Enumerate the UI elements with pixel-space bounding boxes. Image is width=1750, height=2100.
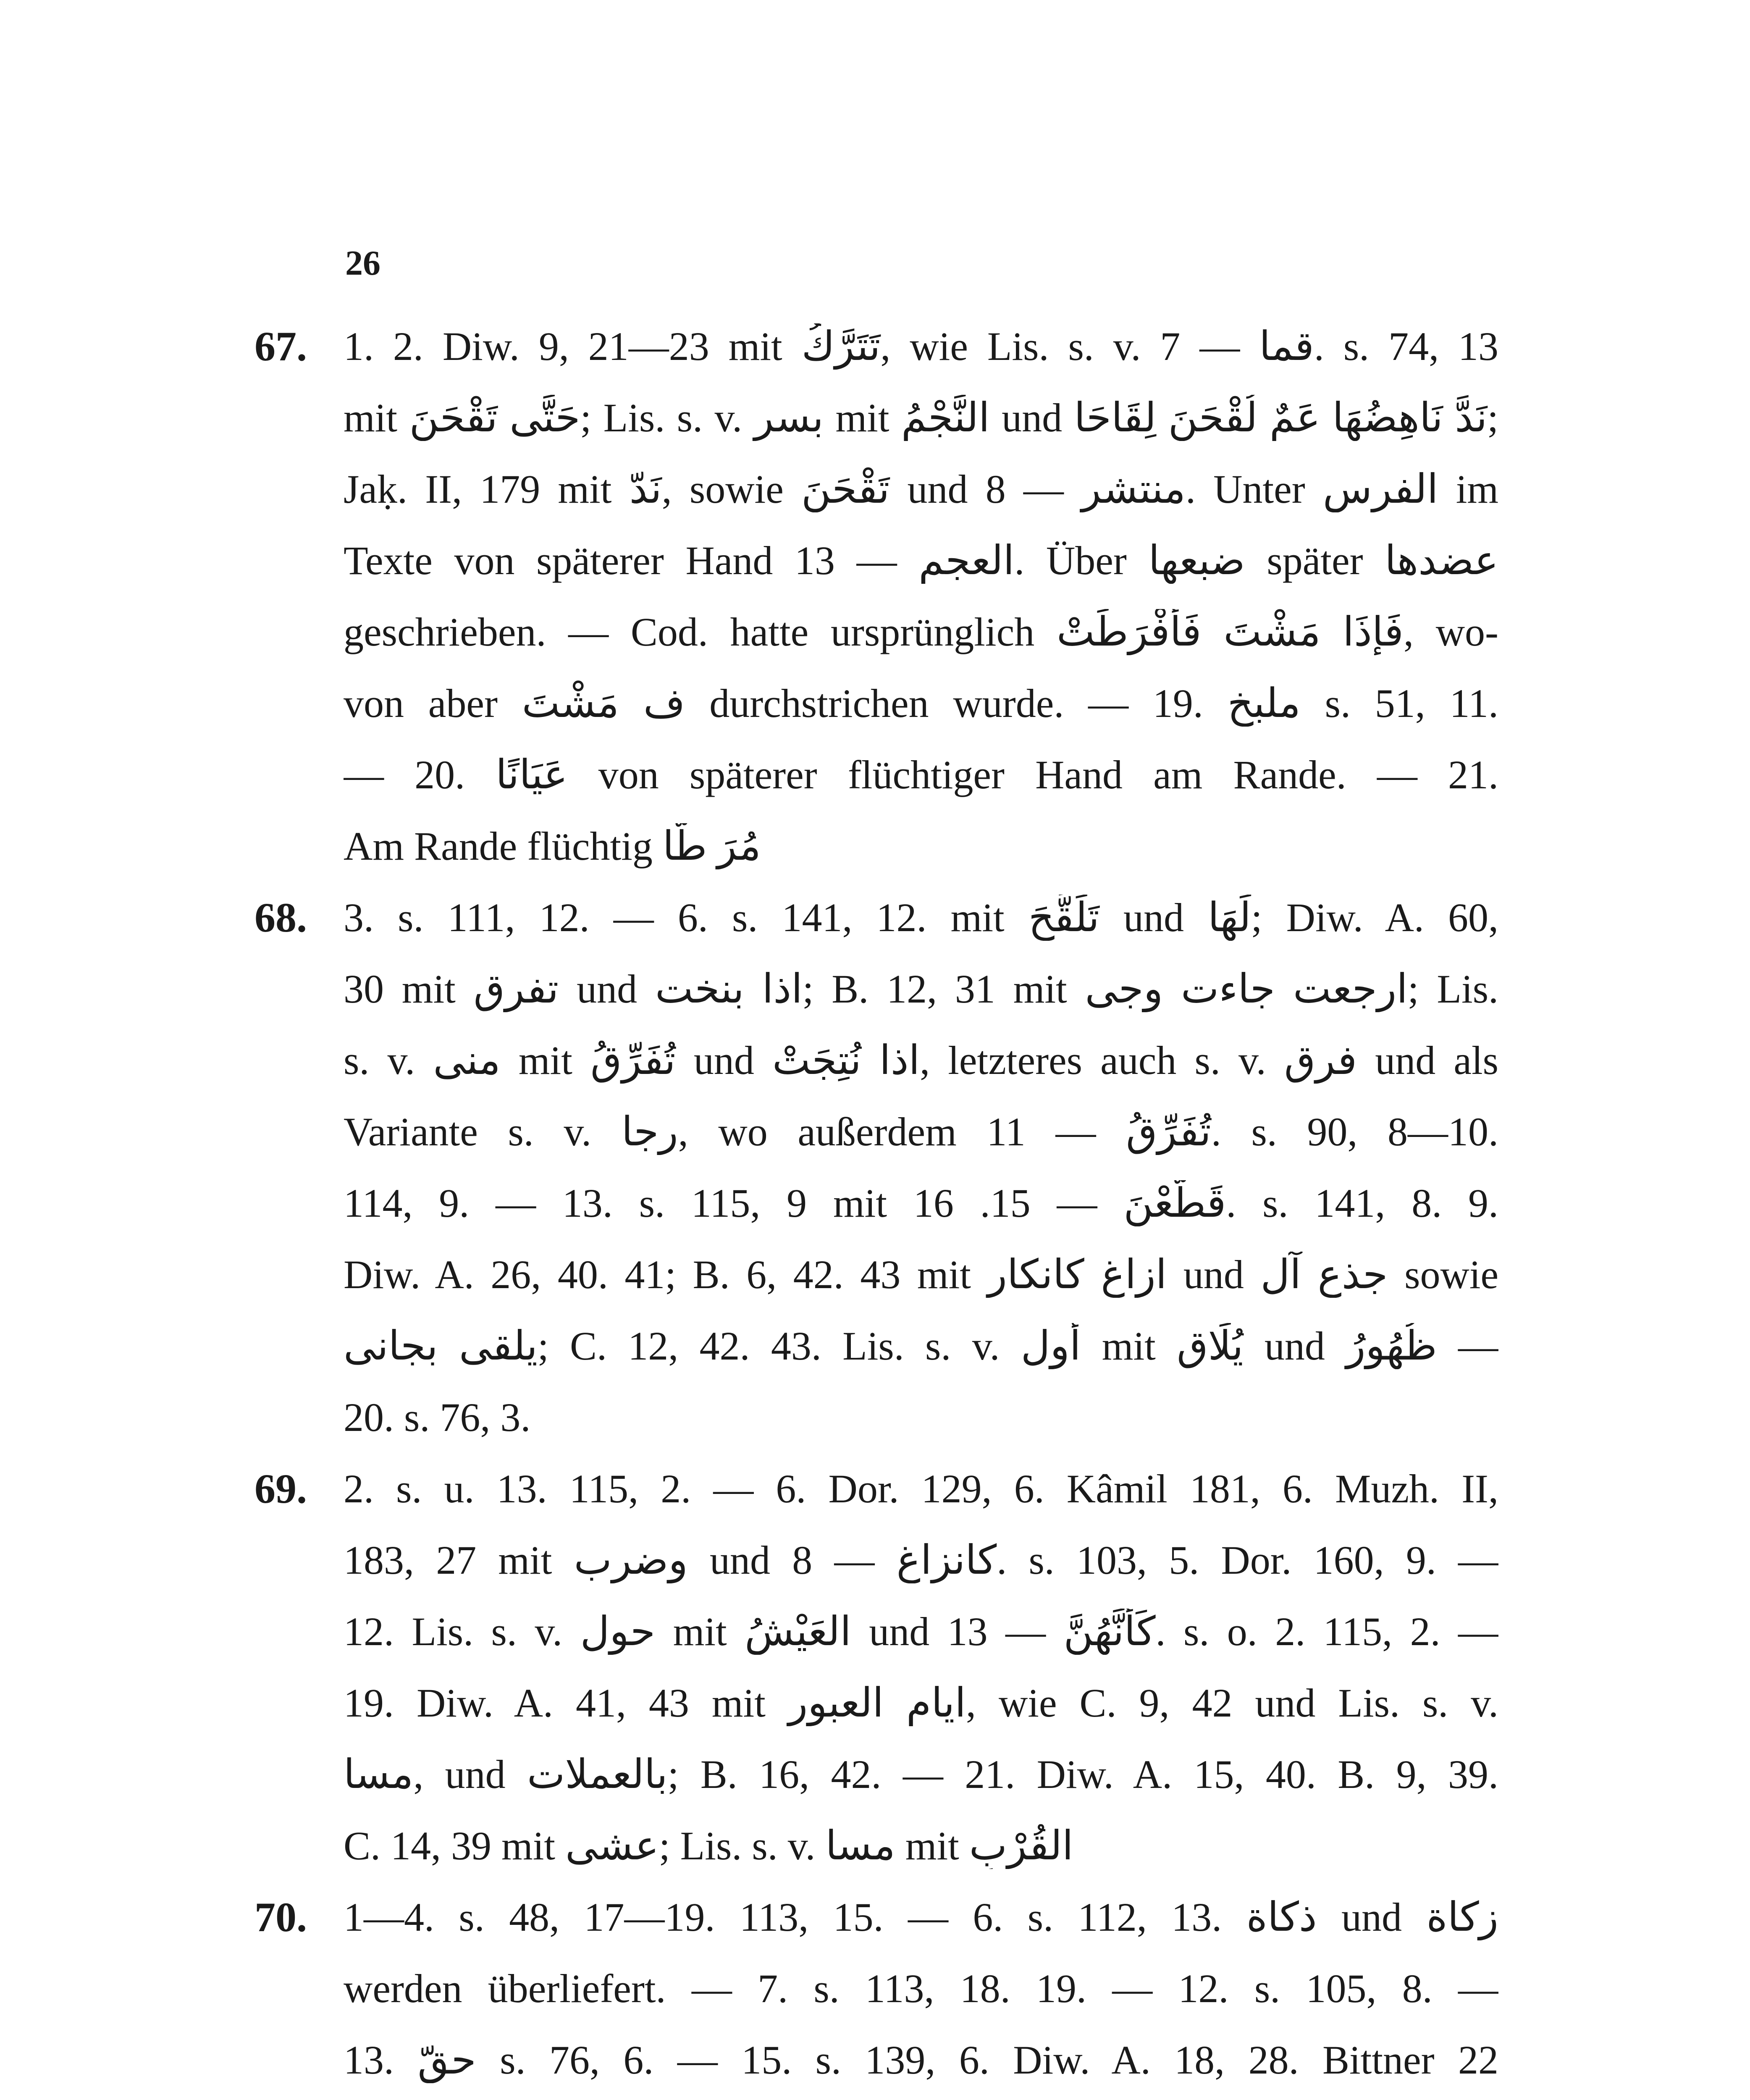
entry-68-line-2: 30 mit تفرق und اذا بنخت; B. 12, 31 mit ارجعت جاءت وجى; Lis. [344,966,1498,1011]
entry-number-68: 68. [254,894,307,941]
entry-67-line-8: Am Rande flüchtig مُرَ طَّا [344,824,761,869]
entry-number-67: 67. [254,323,307,370]
entry-67-line-7: — 20. عَيَانًا von späterer flüchtiger Hand am Rande. — 21. [344,752,1498,797]
entry-67-line-4: Texte von späterer Hand العجم — 13. Über ضبعها später عضدها [344,538,1498,583]
entry-number-69: 69. [254,1465,307,1512]
entry-69-line-4: 19. Diw. A. 41, 43 mit ايام العبور, wie C. 9, 42 und Lis. s. v. [344,1680,1498,1725]
entry-69-line-5: مسا, und بالعملات; B. 16, 42. — 21. Diw. A. 15, 40. B. 9, 39. [344,1752,1498,1797]
entry-68-line-5: 114, 9. — 13. s. 115, 9 mit قَطَّعْنَ — 15. 16. s. 141, 8. 9. [344,1181,1498,1226]
entry-69-line-6: C. 14, 39 mit عشى; Lis. s. v. مسا mit القُرْبِ [344,1823,1073,1868]
entry-67-line-5: geschrieben. — Cod. hatte ursprünglich فَإِذَا مَشْتَ فَأَفْرَطَتْ, wo- [344,609,1498,654]
entry-70-line-2: werden überliefert. — 7. s. 113, 18. 19. — 12. s. 105, 8. — [344,1966,1498,2011]
entry-69-line-1: 2. s. u. 13. 115, 2. — 6. Dor. 129, 6. Kâmil 181, 6. Muzh. II, [344,1466,1498,1511]
entry-68-line-1: 3. s. 111, 12. — 6. s. 141, 12. mit تَلَقَّحَ und لَهَا; Diw. A. 60, [344,895,1498,940]
entry-number-70: 70. [254,1894,307,1940]
entry-67-line-3: Jaḳ. II, 179 mit نَدّ, sowie تَقْحَنَ und منتشر — 8. Unter الفرس im [344,467,1498,512]
entry-68-line-4: Variante s. v. رجا, wo außerdem تُفَرِّقُ — 11. s. 90, 8—10. [344,1109,1498,1154]
entry-67-line-6: von aber ف مَشْتَ durchstrichen wurde. — 19. ملبخ s. 51, 11. [344,681,1498,726]
entry-70-line-3: 13. حقّ s. 76, 6. — 15. s. 139, 6. Diw. A. 18, 28. Bittner 22 [344,2037,1498,2082]
entry-67-line-2: mit حَتَّى تَقْحَنَ; Lis. s. v. بسر mit النَّجْمُ und نَدَّ نَاهِضُهَا عَمٌ لُقْحَنَ لِقَاحَا; [344,395,1498,440]
entry-70-line-1: 1—4. s. 48, 17—19. 113, 15. — 6. s. 112, 13. ذكاة und زكاة [344,1895,1498,1940]
entry-68-line-6: Diw. A. 26, 40. 41; B. 6, 42. 43 mit ازاغ كانكار und جذع آل sowie [344,1252,1498,1297]
entry-68-line-3: s. v. منى mit تُفَرِّقُ und اذا نُتِجَتْ, letzteres auch s. v. فرق und als [344,1038,1498,1083]
entry-69-line-3: 12. Lis. s. v. حول mit العَيْشُ und كَأَنَّهُنَّ — 13. s. o. 2. 115, 2. — [344,1609,1498,1654]
entry-68-line-7: يلقى بجانى; C. 12, 42. 43. Lis. s. v. أول mit يُلَاقِ und ظُهُورُ — [344,1323,1498,1368]
entry-67-line-1: 1. 2. Diw. 9, 21—23 mit تَتَرَّكُ, wie Lis. s. v. قما — 7. s. 74, 13 [344,324,1498,369]
entry-69-line-2: 183, 27 mit وضرب und كانزاغ — 8. s. 103, 5. Dor. 160, 9. — [344,1538,1498,1583]
page-number: 26 [345,244,380,283]
entry-68-line-8: 20. s. 76, 3. [344,1395,531,1440]
